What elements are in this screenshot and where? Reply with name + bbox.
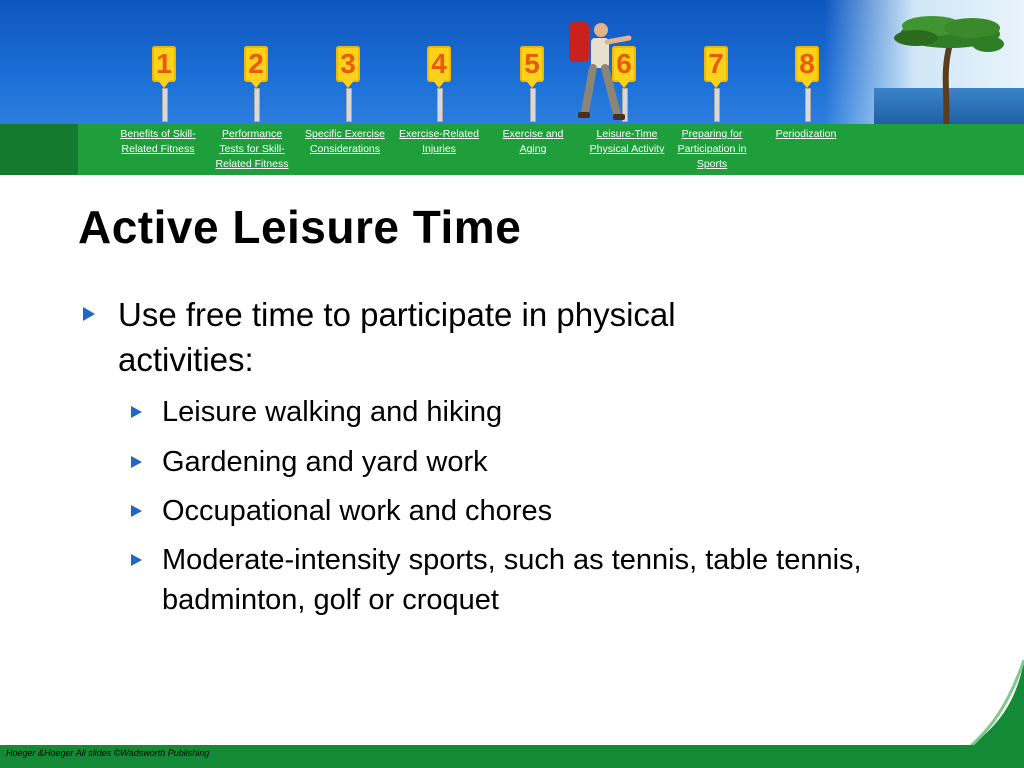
slide-title: Active Leisure Time [78, 201, 522, 253]
nav-link-periodization[interactable]: Periodization [775, 128, 837, 140]
sign-number: 5 [524, 48, 540, 79]
sub-bullet-text: Occupational work and chores [162, 495, 553, 527]
nav-link-benefits-of-skill-related-fitness[interactable]: Benefits of Skill-Related Fitness [120, 128, 196, 155]
nav-link-performance-tests[interactable]: Performance Tests for Skill-Related Fitness [215, 128, 289, 170]
sign-number: 4 [431, 48, 447, 79]
bullet-arrow-icon [131, 406, 142, 418]
bullet-arrow-icon [83, 307, 95, 321]
nav-link-leisure-time-physical-activity[interactable]: Leisure-Time Physical Activity [589, 128, 665, 155]
bullet-arrow-icon [131, 554, 142, 566]
footer-copyright: Hoeger &Hoeger All slides ©Wadsworth Publishing [6, 748, 210, 758]
sub-bullet-text: Moderate-intensity sports, such as tennis, table tennis, badminton, golf or croquet [162, 544, 862, 616]
sign-number: 8 [799, 48, 815, 79]
main-bullet-text: Use free time to participate in physical activities: [118, 296, 676, 378]
sign-number: 6 [616, 48, 632, 79]
nav-bar-left-block [0, 124, 78, 175]
sign-number: 7 [708, 48, 724, 79]
sign-number: 1 [156, 48, 172, 79]
palm-tree-image [876, 4, 1006, 124]
nav-link-exercise-related-injuries[interactable]: Exercise-Related Injuries [399, 128, 479, 155]
sub-bullet-text: Leisure walking and hiking [162, 396, 503, 428]
sub-bullet-text: Gardening and yard work [162, 446, 488, 478]
bullet-arrow-icon [131, 505, 142, 517]
bullet-arrow-icon [131, 456, 142, 468]
sign-number: 2 [248, 48, 264, 79]
sign-number: 3 [340, 48, 356, 79]
nav-link-exercise-and-aging[interactable]: Exercise and Aging [502, 128, 564, 155]
nav-link-preparing-for-participation-in-sports[interactable]: Preparing for Participation in Sports [677, 128, 747, 170]
hiker-image [565, 16, 637, 128]
nav-link-specific-exercise-considerations[interactable]: Specific Exercise Considerations [305, 128, 385, 155]
